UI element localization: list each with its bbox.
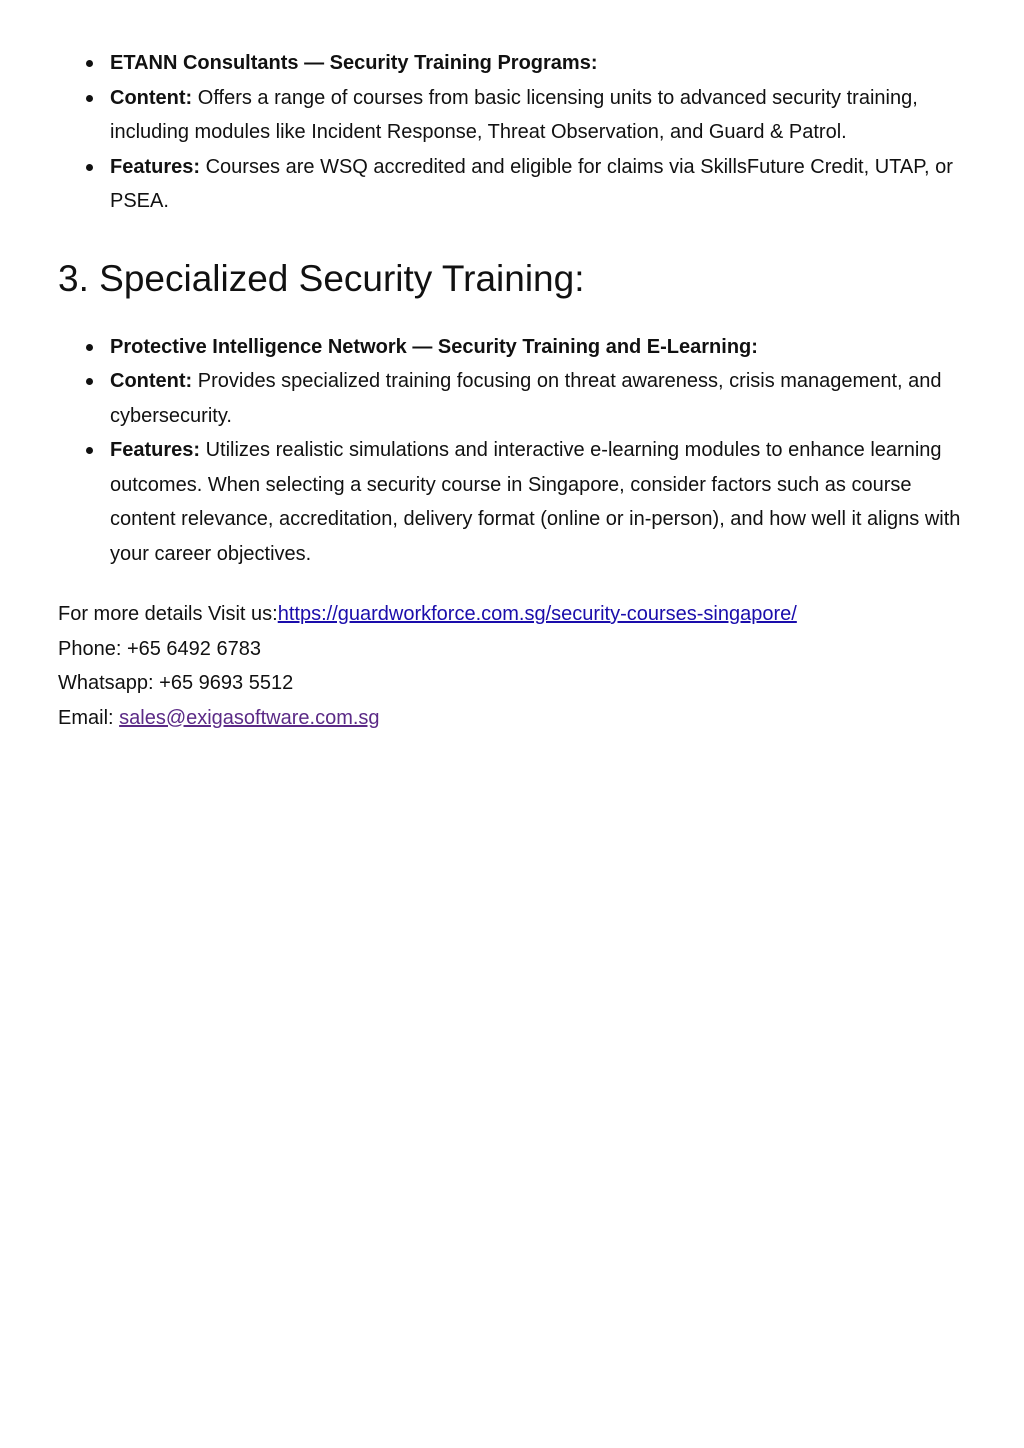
bullet-icon bbox=[86, 344, 93, 351]
item-label: Features: bbox=[110, 155, 201, 178]
item-text: Provides specialized training focusing on threat awareness, crisis management, and cybersecurity. bbox=[110, 370, 942, 427]
email-label: Email: bbox=[58, 706, 120, 729]
document-page bbox=[58, 46, 970, 735]
bullet-icon bbox=[86, 60, 93, 67]
email-line bbox=[58, 701, 970, 736]
email-link[interactable]: sales@exigasoftware.com.sg bbox=[119, 706, 380, 729]
list-item bbox=[58, 46, 970, 81]
bullet-icon bbox=[86, 447, 93, 454]
contact-block bbox=[58, 597, 970, 735]
list-item bbox=[58, 364, 970, 433]
item-label: Features: bbox=[110, 439, 201, 461]
list-item bbox=[58, 330, 970, 365]
item-text: Courses are WSQ accredited and eligible for claims via SkillsFuture Credit, UTAP, or PSEA. bbox=[110, 155, 953, 212]
item-label: Content: bbox=[110, 86, 193, 109]
item-text: Utilizes realistic simulations and interactive e-learning modules to enhance learning outcomes. When selecting a security course in Singapore, consider factors such as course content relevance, accreditation, delivery format (online or in-person), and how well it aligns with your career objectives. bbox=[110, 439, 961, 565]
visit-label: For more details Visit us: bbox=[58, 603, 278, 625]
phone-line: Phone: +65 6492 6783 bbox=[58, 637, 261, 660]
section2-list bbox=[58, 330, 970, 572]
item-text: Offers a range of courses from basic licensing units to advanced security training, including modules like Incident Response, Threat Observation, and Guard & Patrol. bbox=[110, 86, 918, 143]
bullet-icon bbox=[86, 378, 93, 385]
website-link[interactable]: https://guardworkforce.com.sg/security-courses-singapore/ bbox=[277, 603, 797, 625]
visit-line bbox=[58, 597, 970, 632]
item-label: Content: bbox=[110, 370, 193, 392]
list-item bbox=[58, 433, 970, 571]
bullet-icon bbox=[86, 164, 93, 171]
section1-list bbox=[58, 46, 970, 219]
item-label: Protective Intelligence Network — Security Training and E-Learning: bbox=[110, 335, 758, 358]
list-item bbox=[58, 81, 970, 150]
item-label: ETANN Consultants — Security Training Programs: bbox=[110, 52, 598, 74]
whatsapp-line: Whatsapp: +65 9693 5512 bbox=[58, 672, 294, 694]
bullet-icon bbox=[86, 95, 93, 102]
list-item bbox=[58, 150, 970, 219]
section-heading: 3. Specialized Security Training: bbox=[58, 257, 585, 299]
